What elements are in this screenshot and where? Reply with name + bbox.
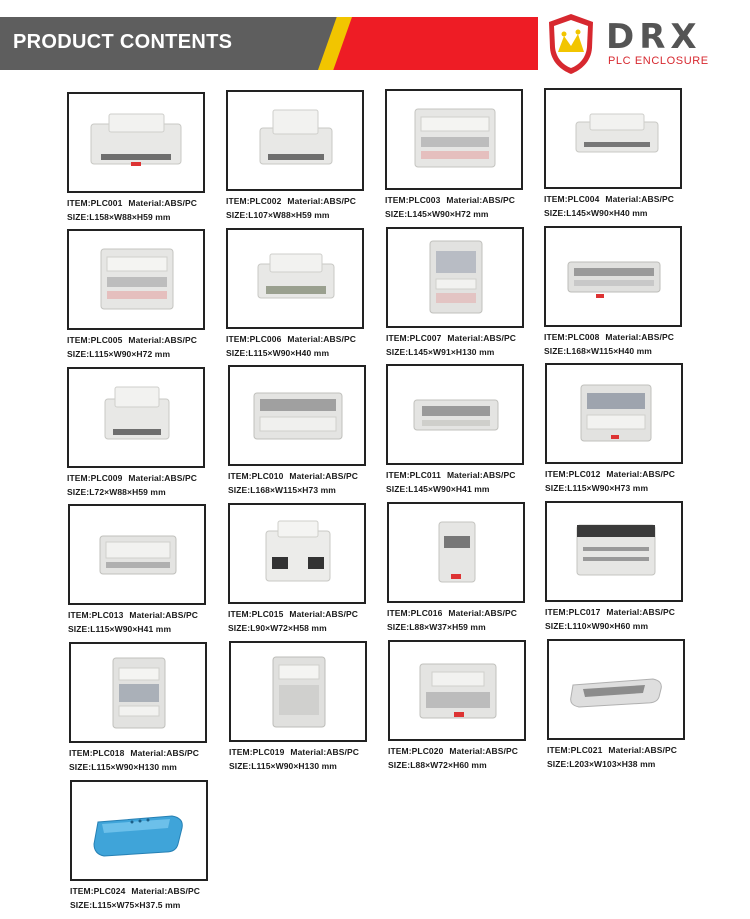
product-card-plc012[interactable] [545, 363, 683, 493]
product-caption-line1 [226, 196, 386, 206]
product-caption-line1 [226, 334, 386, 344]
item-code: ITEM:PLC004 [544, 194, 600, 204]
product-size: SIZE:L168×W115×H73 mm [228, 485, 336, 495]
product-image-frame [70, 780, 208, 881]
material-label: Material:ABS/PC [290, 747, 359, 757]
product-image-frame [388, 640, 526, 741]
product-caption-line1 [544, 194, 704, 204]
material-label: Material:ABS/PC [129, 610, 198, 620]
enclosure-icon [230, 367, 364, 464]
page-title: PRODUCT CONTENTS [13, 31, 233, 53]
product-caption-line1 [228, 471, 388, 481]
item-code: ITEM:PLC001 [67, 198, 123, 208]
product-image-frame [226, 228, 364, 329]
enclosure-icon [72, 782, 206, 879]
product-card-plc024[interactable] [70, 780, 208, 910]
product-image-frame [544, 226, 682, 327]
material-label: Material:ABS/PC [287, 334, 356, 344]
product-caption-line1 [388, 746, 548, 756]
product-size: SIZE:L158×W88×H59 mm [67, 212, 171, 222]
enclosure-icon [69, 369, 203, 466]
product-caption-line1 [545, 469, 705, 479]
enclosure-icon [547, 503, 681, 600]
item-code: ITEM:PLC021 [547, 745, 603, 755]
material-label: Material:ABS/PC [130, 748, 199, 758]
product-size: SIZE:L115×W90×H72 mm [67, 349, 171, 359]
product-caption-line1 [544, 332, 704, 342]
product-card-plc013[interactable] [68, 504, 206, 634]
product-caption-line1 [67, 473, 227, 483]
product-card-plc016[interactable] [387, 502, 525, 632]
product-size: SIZE:L115×W90×H130 mm [229, 761, 337, 771]
enclosure-icon [230, 505, 364, 602]
material-label: Material:ABS/PC [131, 886, 200, 896]
product-card-plc018[interactable] [69, 642, 207, 772]
product-caption-line1 [68, 610, 228, 620]
material-label: Material:ABS/PC [605, 194, 674, 204]
material-label: Material:ABS/PC [128, 335, 197, 345]
enclosure-icon [387, 91, 521, 188]
product-size: SIZE:L115×W75×H37.5 mm [70, 900, 181, 910]
enclosure-icon [390, 642, 524, 739]
enclosure-icon [228, 230, 362, 327]
product-size: SIZE:L115×W90×H41 mm [68, 624, 172, 634]
product-image-frame [386, 227, 524, 328]
item-code: ITEM:PLC011 [386, 470, 441, 480]
enclosure-icon [70, 506, 204, 603]
product-image-frame [67, 92, 205, 193]
item-code: ITEM:PLC008 [544, 332, 600, 342]
product-image-frame [226, 90, 364, 191]
enclosure-icon [388, 366, 522, 463]
enclosure-icon [388, 229, 522, 326]
item-code: ITEM:PLC020 [388, 746, 444, 756]
enclosure-icon [228, 92, 362, 189]
product-caption-line1 [386, 470, 546, 480]
material-label: Material:ABS/PC [128, 198, 197, 208]
product-caption-line1 [547, 745, 707, 755]
product-caption-line1 [67, 335, 227, 345]
product-size: SIZE:L88×W37×H59 mm [387, 622, 486, 632]
product-card-plc021[interactable] [547, 639, 685, 769]
enclosure-icon [389, 504, 523, 601]
material-label: Material:ABS/PC [289, 471, 358, 481]
product-size: SIZE:L168×W115×H40 mm [544, 346, 652, 356]
product-size: SIZE:L107×W88×H59 mm [226, 210, 330, 220]
product-size: SIZE:L115×W90×H73 mm [545, 483, 649, 493]
item-code: ITEM:PLC005 [67, 335, 123, 345]
material-label: Material:ABS/PC [606, 607, 675, 617]
product-size: SIZE:L145×W90×H40 mm [544, 208, 648, 218]
product-image-frame [67, 367, 205, 468]
product-caption-line1 [70, 886, 230, 896]
product-image-frame [69, 642, 207, 743]
product-image-frame [386, 364, 524, 465]
product-size: SIZE:L203×W103×H38 mm [547, 759, 656, 769]
product-image-frame [67, 229, 205, 330]
product-caption-line1 [228, 609, 388, 619]
product-card-plc019[interactable] [229, 641, 367, 771]
material-label: Material:ABS/PC [608, 745, 677, 755]
product-size: SIZE:L115×W90×H130 mm [69, 762, 177, 772]
product-card-plc011[interactable] [386, 364, 524, 494]
brand-name: DRX [606, 17, 702, 57]
item-code: ITEM:PLC009 [67, 473, 123, 483]
product-caption-line1 [229, 747, 389, 757]
enclosure-icon [546, 228, 680, 325]
material-label: Material:ABS/PC [605, 332, 674, 342]
product-caption-line1 [69, 748, 229, 758]
material-label: Material:ABS/PC [448, 608, 517, 618]
product-card-plc003[interactable] [385, 89, 523, 219]
item-code: ITEM:PLC015 [228, 609, 284, 619]
product-card-plc015[interactable] [228, 503, 366, 633]
product-size: SIZE:L72×W88×H59 mm [67, 487, 166, 497]
product-caption-line1 [67, 198, 227, 208]
enclosure-icon [71, 644, 205, 741]
product-card-plc008[interactable] [544, 226, 682, 356]
product-caption-line1 [387, 608, 547, 618]
product-size: SIZE:L88×W72×H60 mm [388, 760, 487, 770]
material-label: Material:ABS/PC [289, 609, 358, 619]
product-card-plc009[interactable] [67, 367, 205, 497]
item-code: ITEM:PLC002 [226, 196, 282, 206]
enclosure-icon [549, 641, 683, 738]
product-caption-line1 [545, 607, 705, 617]
product-image-frame [385, 89, 523, 190]
item-code: ITEM:PLC007 [386, 333, 442, 343]
product-card-plc007[interactable] [386, 227, 524, 357]
product-caption-line1 [385, 195, 545, 205]
item-code: ITEM:PLC017 [545, 607, 601, 617]
product-card-plc002[interactable] [226, 90, 364, 220]
material-label: Material:ABS/PC [449, 746, 518, 756]
material-label: Material:ABS/PC [447, 333, 516, 343]
enclosure-icon [69, 231, 203, 328]
product-card-plc004[interactable] [544, 88, 682, 218]
product-size: SIZE:L110×W90×H60 mm [545, 621, 649, 631]
brand-logo [546, 12, 746, 76]
item-code: ITEM:PLC018 [69, 748, 125, 758]
item-code: ITEM:PLC019 [229, 747, 285, 757]
product-image-frame [68, 504, 206, 605]
enclosure-icon [69, 94, 203, 191]
material-label: Material:ABS/PC [606, 469, 675, 479]
item-code: ITEM:PLC013 [68, 610, 124, 620]
material-label: Material:ABS/PC [287, 196, 356, 206]
product-image-frame [544, 88, 682, 189]
product-card-plc010[interactable] [228, 365, 366, 495]
item-code: ITEM:PLC003 [385, 195, 441, 205]
product-image-frame [547, 639, 685, 740]
shield-icon [546, 12, 596, 76]
product-card-plc006[interactable] [226, 228, 364, 358]
product-card-plc020[interactable] [388, 640, 526, 770]
product-card-plc001[interactable] [67, 92, 205, 222]
item-code: ITEM:PLC010 [228, 471, 284, 481]
product-size: SIZE:L145×W90×H41 mm [386, 484, 490, 494]
item-code: ITEM:PLC006 [226, 334, 282, 344]
product-image-frame [545, 363, 683, 464]
material-label: Material:ABS/PC [128, 473, 197, 483]
product-size: SIZE:L115×W90×H40 mm [226, 348, 330, 358]
enclosure-icon [231, 643, 365, 740]
enclosure-icon [546, 90, 680, 187]
enclosure-icon [547, 365, 681, 462]
product-card-plc005[interactable] [67, 229, 205, 359]
product-image-frame [228, 365, 366, 466]
material-label: Material:ABS/PC [446, 195, 515, 205]
item-code: ITEM:PLC024 [70, 886, 126, 896]
product-card-plc017[interactable] [545, 501, 683, 631]
material-label: Material:ABS/PC [446, 470, 516, 480]
product-image-frame [228, 503, 366, 604]
product-size: SIZE:L145×W91×H130 mm [386, 347, 495, 357]
header-banner [0, 0, 750, 85]
product-size: SIZE:L90×W72×H58 mm [228, 623, 327, 633]
product-size: SIZE:L145×W90×H72 mm [385, 209, 489, 219]
product-image-frame [545, 501, 683, 602]
item-code: ITEM:PLC012 [545, 469, 601, 479]
product-image-frame [229, 641, 367, 742]
product-caption-line1 [386, 333, 546, 343]
banner-red-band [330, 17, 538, 70]
item-code: ITEM:PLC016 [387, 608, 443, 618]
product-image-frame [387, 502, 525, 603]
brand-subtitle: PLC ENCLOSURE [608, 55, 709, 67]
